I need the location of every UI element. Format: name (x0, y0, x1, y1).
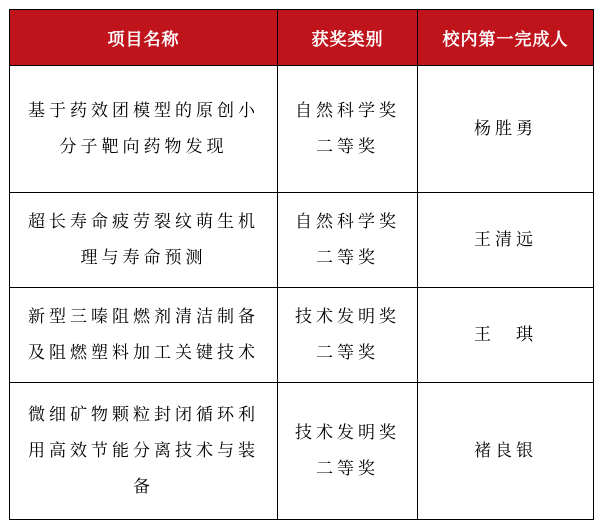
table-row (10, 66, 594, 193)
award-type-line: 自然科学奖 (295, 101, 400, 121)
project-name-line: 备 (133, 477, 154, 497)
project-name-line: 超长寿命疲劳裂纹萌生机 (28, 212, 259, 232)
first-completer-cell (418, 288, 594, 383)
award-table (9, 9, 594, 520)
award-grade-line: 二等奖 (316, 343, 379, 363)
first-completer-cell (418, 66, 594, 193)
first-completer-cell (418, 383, 594, 520)
header-row (10, 10, 594, 66)
award-type-line: 技术发明奖 (295, 307, 400, 327)
award-type-line: 自然科学奖 (295, 212, 400, 232)
project-name-line: 微细矿物颗粒封闭循环利 (28, 405, 259, 425)
award-grade-line: 二等奖 (316, 459, 379, 479)
award-grade-line: 二等奖 (316, 137, 379, 157)
project-name-cell (10, 66, 278, 193)
project-name-line: 分子靶向药物发现 (59, 137, 228, 157)
project-name-cell (10, 383, 278, 520)
table-row (10, 193, 594, 288)
person-name: 王清远 (474, 230, 537, 250)
person-name: 王 琪 (474, 325, 537, 345)
project-name-line: 理与寿命预测 (80, 248, 207, 268)
project-name-line: 新型三嗪阻燃剂清洁制备 (28, 307, 259, 327)
table-row (10, 288, 594, 383)
table-row (10, 383, 594, 520)
award-type-cell (278, 383, 418, 520)
project-name-cell (10, 288, 278, 383)
table-body (10, 66, 594, 520)
header-project-name: 项目名称 (10, 10, 278, 66)
award-type-cell (278, 66, 418, 193)
table-header (10, 10, 594, 66)
award-grade-line: 二等奖 (316, 248, 379, 268)
project-name-line: 基于药效团模型的原创小 (28, 101, 259, 121)
project-name-line: 用高效节能分离技术与装 (28, 441, 259, 461)
person-name: 杨胜勇 (474, 119, 537, 139)
project-name-line: 及阻燃塑料加工关键技术 (28, 343, 259, 363)
project-name-cell (10, 193, 278, 288)
award-type-cell (278, 193, 418, 288)
person-name: 褚良银 (474, 441, 537, 461)
header-award-type: 获奖类别 (278, 10, 418, 66)
award-type-cell (278, 288, 418, 383)
first-completer-cell (418, 193, 594, 288)
header-first-completer: 校内第一完成人 (418, 10, 594, 66)
award-type-line: 技术发明奖 (295, 423, 400, 443)
